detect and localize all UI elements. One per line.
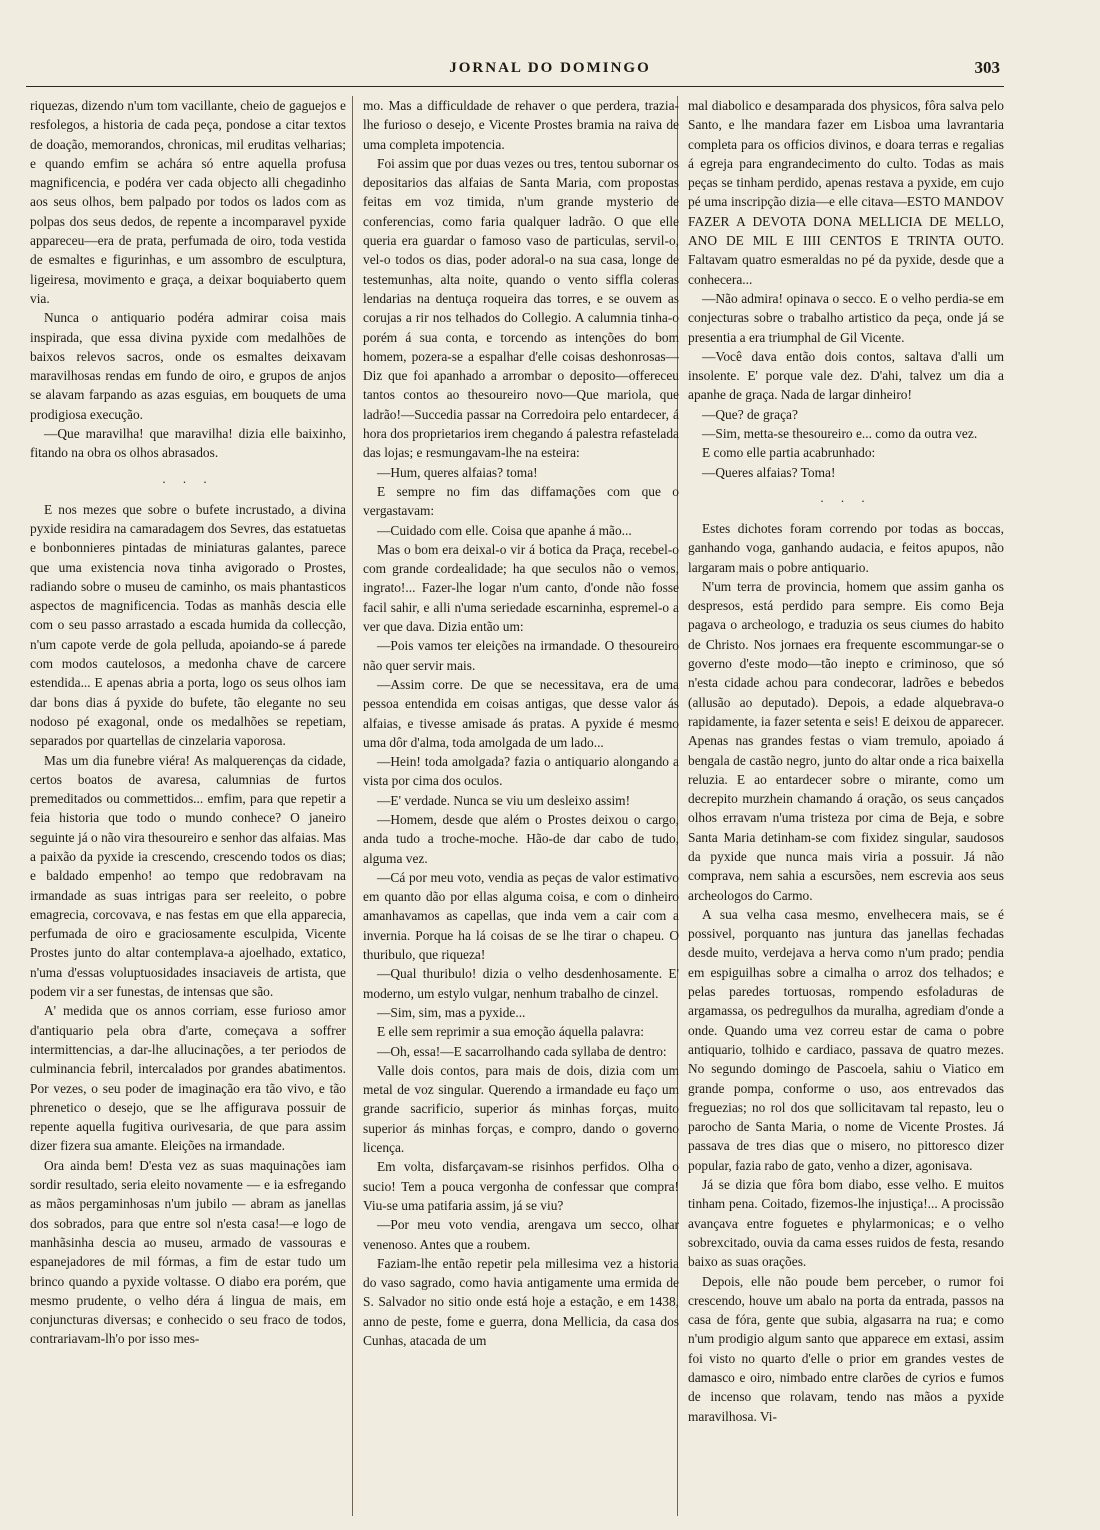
text-column-3: [688, 96, 1004, 1516]
section-separator: . . .: [820, 489, 872, 505]
paragraph: —Assim corre. De que se necessitava, era de uma pessoa entendida em coisas antigas, que desse valor ás alfaias, e tivesse amisade ás pratas. A pyxide é mesmo uma dôr d'alma, toda amolgada de um lado...: [363, 676, 679, 750]
paragraph: E sempre no fim das diffamações com que o vergastavam:: [363, 483, 679, 519]
paragraph: mal diabolico e desamparada dos physicos, fôra salva pelo Santo, e lhe mandara fazer em Lisboa uma lavrantaria completa para os officios divinos, e doara terras e regalias á egreja para engrandecimento do culto. Todas as mais peças se tinham perdido, apenas restava a pyxide, em cujo pé uma inscripção dizia—e elle citava—ESTO MANDOV FAZER A DEVOTA DONA MELLICIA DE MELLO, ANO DE MIL E IIII CENTOS E TRINTA OUTO. Faltavam quatro esmeraldas no pé da pyxide, desde que a conhecera...: [688, 98, 1004, 287]
paragraph: —Cuidado com elle. Coisa que apanhe á mão...: [377, 522, 632, 538]
page-number: 303: [974, 58, 1000, 77]
header-rule: [26, 86, 1004, 87]
paragraph: E como elle partia acabrunhado:: [702, 445, 876, 461]
paragraph: Depois, elle não poude bem perceber, o rumor foi crescendo, houve um abalo na porta da entrada, passos na casa de fóra, gente que subia, algasarra na rua; e como n'um prodigio algum santo que apparece em extasi, assim foi visto no quarto d'elle o prior em grandes vestes de damasco e oiro, nimbado entre clarões de cyrios e fumos de incenso que rolavam, tendo nas mãos a pyxide maravilhosa. Vi-: [688, 1273, 1004, 1424]
paragraph: Ora ainda bem! D'esta vez as suas maquinações iam sordir resultado, seria eleito novamente — e ia esfregando as mãos pergaminhosas n'um jubilo — abram as janellas dos sobrados, para que entre sol n'esta casa!—e logo de manhãsinha descia ao museu, armado de vassouras e espanejadores de mil fórmas, a fim de estar tudo um brinco quando a pyxide voltasse. O diabo era porém, que mesmo prudente, o velho déra á lingua de mais, em conjuncturas diversas; e conhecido o seu fraco de todos, contrariavam-lh'o por isso mes-: [30, 1157, 346, 1347]
paragraph: Estes dichotes foram correndo por todas as boccas, ganhando voga, ganhando audacia, e feitos apupos, não largaram mais o pobre antiquario.: [688, 520, 1004, 575]
paragraph: —Hum, queres alfaias? toma!: [377, 464, 538, 480]
paragraph: —Queres alfaias? Toma!: [702, 464, 836, 480]
paragraph: —Homem, desde que além o Prostes deixou o cargo, anda tudo a troche-moche. Hão-de dar cabo de tudo, alguma vez.: [363, 811, 679, 866]
page-header: [0, 58, 1100, 84]
paragraph: —Por meu voto vendia, arengava um secco, olhar venenoso. Antes que a roubem.: [363, 1217, 679, 1252]
text-column-2: [363, 96, 679, 1516]
paragraph: Mas o bom era deixal-o vir á botica da Praça, recebel-o com grande cordealidade; ha que seculos não o vemos, ingrato!... Fazer-lhe logar n'um canto, d'onde não fosse facil sahir, e alli n'uma seriedade escarninha, espremel-o a ver que dava. Dizia então um:: [363, 541, 679, 635]
paragraph: —Que? de graça?: [702, 406, 798, 422]
paragraph: —Sim, sim, mas a pyxide...: [377, 1004, 526, 1020]
section-separator: . . .: [162, 470, 214, 486]
paragraph: —Hein! toda amolgada? fazia o antiquario alongando a vista por cima dos oculos.: [363, 754, 679, 789]
paragraph: Nunca o antiquario podéra admirar coisa mais inspirada, que essa divina pyxide com medalhões de baixos relevos sacros, onde os esmaltes deixavam maravilhosas rendas em fundo de oiro, e grupos de anjos se alavam farpando as azas esguias, em bouquets de uma prodigiosa execução.: [30, 310, 346, 422]
paragraph: —E' verdade. Nunca se viu um desleixo assim!: [377, 792, 631, 808]
paragraph: —Qual thuribulo! dizia o velho desdenhosamente. E' moderno, um estylo vulgar, nenhum trabalho de cinzel.: [363, 966, 679, 1001]
paragraph: —Cá por meu voto, vendia as peças de valor estimativo em quanto dão por ellas alguma coisa, e com o dinheiro amanhavamos as capellas, que inda vem a cair com a invernia. Porque ha lá coisas de se lhe tirar o chapeu. O thuribulo, que riqueza!: [363, 869, 679, 963]
paragraph: mo. Mas a difficuldade de rehaver o que perdera, trazia-lhe furioso o desejo, e Vicente Prostes bramia na raiva de uma completa impotencia.: [363, 98, 679, 152]
paragraph: Faziam-lhe então repetir pela millesima vez a historia do vaso sagrado, como havia antigamente uma ermida de S. Salvador no sitio onde está hoje a estação, e em 1438, anno de peste, fome e guerra, dona Mellicia, da casa dos Cunhas, atacada de um: [363, 1255, 679, 1348]
paragraph: —Pois vamos ter eleições na irmandade. O thesoureiro não quer servir mais.: [363, 638, 679, 673]
paragraph: A sua velha casa mesmo, envelhecera mais, se é possivel, porquanto nas juntura das janellas fechadas desde muito, verdejava a herva como n'um prado; pendia em espiguilhas sobre a cimalha o arroz dos telhados; e pelas paredes tortuosas, rompendo esfoladuras de argamassa, os pedregulhos da muralha, agrediam d'onde a onde. Quando uma vez correu estar de cama o pobre antiquario, tolhido e cardiaco, passava de quatro mezes. No segundo domingo de Pascoela, sahiu o Viatico em grande pompa, conforme o uso, aos entrevados das freguezias; no rol dos que sollicitavam tal repasto, leu o parocho de Santa Maria, o nome de Vicente Prostes. Já passava de tres dias que o misero, no pittoresco dizer popular, fazia rabo de gato, venho a dizer, agonisava.: [688, 906, 1004, 1173]
paragraph: riquezas, dizendo n'um tom vacillante, cheio de gaguejos e resfolegos, a historia de cada peça, pondose a citar textos de doação, memorandos, chronicas, mil eruditas velharias; e quando emfim se achára só entre aquella profusa magnificencia, e podéra ver cada objecto alli chegadinho aos seus olhos, bem palpado por todos os lados com as polpas dos seus dedos, de repente a incomparavel pyxide appareceu—era de prata, perfumada de oiro, toda vestida de esmaltes e figurinhas, e um assombro de esculptura, ligeiresa, movimento e graça, a deixar boquiaberto quem via.: [30, 98, 346, 306]
paragraph: Mas um dia funebre viéra! As malquerenças da cidade, certos boatos de avaresa, calumnias de furtos premeditados ou commettidos... emfim, para que repetir a feia historia que todo o mundo conhece? O janeiro seguinte já o não vira thesoureiro e senhor das alfaias. Mas a paixão da pyxide ia crescendo, crescendo todos os dias; e baldado empenho! ao tempo que redobravam na irmandade as suas intrigas para ser reeleito, o pobre emagrecia, corcovava, e nas festas em que ella apparecia, perfumada de oiro e graciosamente esculpida, Vicente Prostes junto do altar contemplava-a ajoelhado, extatico, n'uma d'essas voluptuosidades insaciaveis de artista, que podem vir a ser funestas, de intensas que são.: [30, 752, 346, 1000]
paragraph: E nos mezes que sobre o bufete incrustado, a divina pyxide residira na camaradagem dos Sevres, das estatuetas e bonbonnieres pintadas de miniaturas galantes, parece que uma existencia nova tinha avigorado o Prostes, radiando sobre o museu de caminho, os mais phantasticos aspectos de magnificencia. Todas as manhãs descia elle com o seu passo arrastado a escada humida da collecção, n'um capote verde de gola pelluda, apoiando-se á parede com modos cautelosos, a medonha chave de carcere estendida... E apenas abria a porta, logo os seus olhos iam dar bons dias á pyxide do bufete, tão elegante no seu nodoso pé exagonal, onde os medalhões se repetiam, separados por quartellas de cinzelaria vaporosa.: [30, 501, 346, 749]
paragraph: Em volta, disfarçavam-se risinhos perfidos. Olha o sucio! Tem a pouca vergonha de confessar que compra! Viu-se uma patifaria assim, já se viu?: [363, 1159, 679, 1213]
column-divider: [352, 96, 353, 1516]
paragraph: Valle dois contos, para mais de dois, dizia com um metal de voz singular. Querendo a irmandade eu faço um grande sacrificio, superior ás minhas forças, muito superior ás minhas forças, e compro, dando o governo licença.: [363, 1062, 679, 1156]
paragraph: N'um terra de provincia, homem que assim ganha os despresos, está perdido para sempre. Eis como Beja pagava o archeologo, e traduzia os seus ciumes do habito de Christo. Nos jornaes era frequente escommungar-se o governo d'este modo—tão inepto e criminoso, que só n'esta cidade achou para condecorar, ladrões e bebedos (allusão ao deputado). Depois, a edade alquebrava-o rapidamente, ia fazer setenta e seis! E deixou de apparecer. Apenas nas grandes festas o viam tremulo, apoiado á bengala de castão negro, junto do altar onde a rica baixella reluzia. E ao entardecer sobre o mirante, como um decrepito murzhein chamando á oração, os seus cançados olhos erravam n'uma tristeza por cima de Beja, e sobre Santa Maria detinham-se com fixidez singular, saudosos da pyxide que nunca mais viria a possuir. Já não comprava, nem sahia a escursões, nem escrevia aos seus archeologos do Carmo.: [688, 578, 1004, 903]
paragraph: Já se dizia que fôra bom diabo, esse velho. E muitos tinham pena. Coitado, fizemos-lhe injustiça!... A procissão avançava entre foguetes e phylarmonicas; e o velho sobrexcitado, ouvia da cama esses ruidos de festa, resando baixo as suas orações.: [688, 1177, 1004, 1270]
masthead: JORNAL DO DOMINGO: [449, 60, 651, 76]
paragraph: A' medida que os annos corriam, esse furioso amor d'antiquario pela obra d'arte, começava a soffrer intermittencias, a dar-lhe allucinações, a ter periodos de culminancia febril, intercalados por grandes abatimentos. Por vezes, o seu poder de imaginação era tão vivo, e tão phrenetico o desejo, que se lhe affigurava possuir de repente aquella fugitiva ourivesaria, de que para assim dizer fizera sua amante. Eleições na irmandade.: [30, 1003, 346, 1154]
text-column-1: [30, 96, 346, 1516]
paragraph: —Você dava então dois contos, saltava d'alli um insolente. E' porque vale dez. D'ahi, talvez um dia a apanhe de graça. Nada de largar dinheiro!: [688, 348, 1004, 403]
paragraph: —Sim, metta-se thesoureiro e... como da outra vez.: [702, 426, 978, 442]
paragraph: Foi assim que por duas vezes ou tres, tentou subornar os depositarios das alfaias de Santa Maria, com propostas feitas em voz timida, n'um grande mysterio de conferencias, como faria qualquer ladrão. O que elle queria era guardar o famoso vaso de particulas, servil-o, vel-o todos os dias, poder adoral-o na sua casa, longe de testemunhas, alta noite, quando o vento siffla coleras lendarias na dentuça roqueira das torres, e se ouvem as corujas a rir nos telhados do Collegio. A calumnia tinha-o porém á sua conta, e torcendo as intenções do bom homem, pozera-se a espalhar d'elle coisas deshonrosas—Diz que foi apanhado a arrombar o deposito—offereceu tantos contos ao thesoureiro novo—Que mariola, que ladrão!—Succedia passar na Corredoira pelo entardecer, á hora dos proprietarios irem chegando á palestra refastelada das lojas; e resmungavam-lhe na esteira:: [363, 155, 679, 461]
paragraph: —Não admira! opinava o secco. E o velho perdia-se em conjecturas sobre o trabalho artistico da peça, onde já se presentia a era triumphal de Gil Vicente.: [688, 290, 1004, 345]
paragraph: —Que maravilha! que maravilha! dizia elle baixinho, fitando na obra os olhos abrasados.: [30, 426, 346, 461]
paragraph: E elle sem reprimir a sua emoção áquella palavra:: [377, 1024, 644, 1040]
paragraph: —Oh, essa!—E sacarrolhando cada syllaba de dentro:: [377, 1043, 667, 1059]
